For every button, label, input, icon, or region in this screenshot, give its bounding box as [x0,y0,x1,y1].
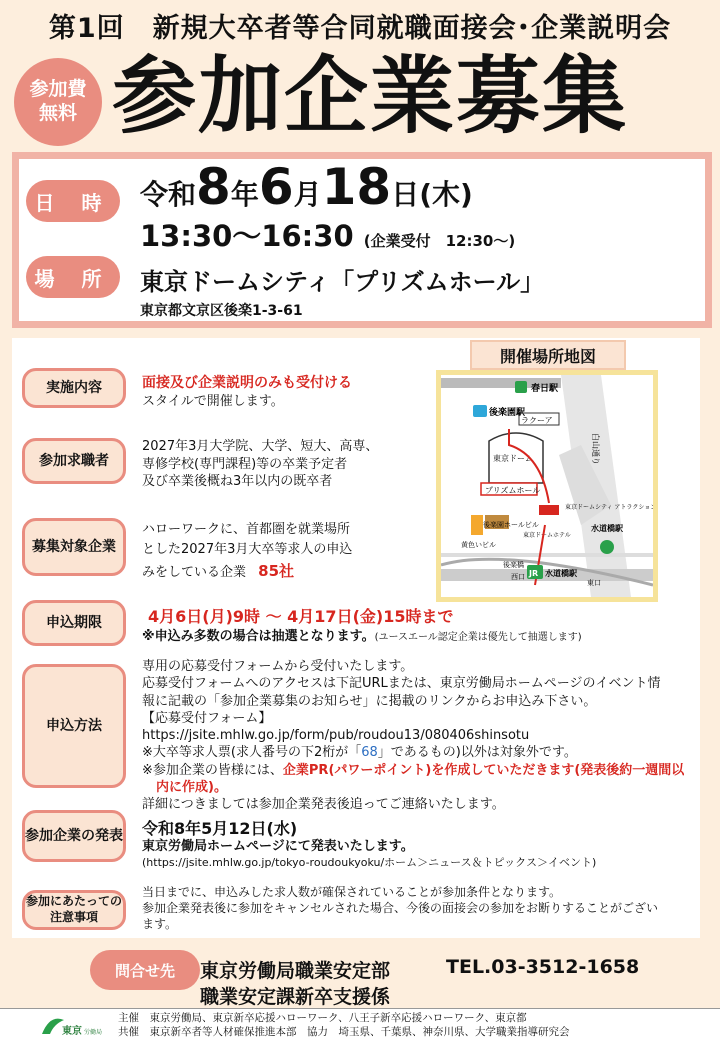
deadline-note-main: ※申込み多数の場合は抽選となります。 [142,629,375,644]
date-month: 6 [258,158,294,216]
method-note3: 詳細につきましては参加企業発表後追ってご連絡いたします。 [142,797,505,813]
method-note2: ※参加企業の皆様には、 [142,762,283,778]
content-detail: スタイルで開催します。 [142,393,284,409]
label-deadline: 申込期限 [22,600,126,646]
korakuen-station-icon [473,405,487,417]
target-line: とした2027年3月大卒等求人の申込 [142,542,353,558]
map-label-prism: プリズムホール [485,486,541,495]
target-text [142,520,352,584]
seekers-text [142,438,378,491]
label-method: 申込方法 [22,664,126,788]
logo-subtext: 労働局 [84,1029,103,1036]
method-line: 報に記載の「参加企業募集のお知らせ」に掲載のリンクからお申込み下さい。 [142,693,597,709]
contact-phone[interactable]: TEL.03-3512-1658 [446,956,640,978]
map-label-hakusan: 白山通り [591,433,600,465]
contact-section: 職業安定課新卒支援係 [200,986,391,1008]
label-seekers: 参加求職者 [22,438,126,484]
map-drawing [441,375,653,597]
announce-date: 令和8年5月12日(水) [142,819,298,838]
headline: 参加企業募集 [112,46,629,145]
deadline-note-small: (ユースエール認定企業は優先して抽選します) [374,632,582,643]
method-note2-highlight: 企業PR(パワーポイント)を作成していただきます(発表後約一週間以 [282,762,685,778]
map-label-west-exit: 西口 [511,573,525,581]
date-nen: 年 [230,178,259,211]
map-label-dome: 東京ドーム [493,454,533,463]
label-notes: 参加にあたっての注意事項 [22,890,126,930]
fee-line1: 参加費 [29,78,87,101]
place-label: 場 所 [26,256,120,298]
seekers-line: 2027年3月大学院、大学、短大、高専、 [142,439,379,454]
map-label-hall-bldg: 後楽園ホールビル [483,521,539,529]
announce-url[interactable]: (https://jsite.mhlw.go.jp/tokyo-roudoukyoku/ホーム＞ニュース＆トピックス＞イベント) [142,855,597,869]
logo-icon [40,1010,110,1038]
map-label-attractions: 東京ドームシティ アトラクションズ [565,504,653,511]
label-announce: 参加企業の発表 [22,810,126,862]
map-label-korakubashi: 後楽橋 [503,561,524,569]
map-title: 開催場所地図 [470,340,626,370]
suidobashi-mita-icon [600,540,614,554]
date-day: 18 [321,158,392,216]
application-form-url[interactable]: https://jsite.mhlw.go.jp/form/pub/roudou13/080406shinsotu [142,728,530,744]
notes-text [142,884,658,933]
map-label-hotel: 東京ドームホテル [523,532,571,539]
label-target: 募集対象企業 [22,518,126,576]
venue-name: 東京ドームシティ「プリズムホール」 [140,268,545,296]
content-text [142,374,352,410]
map-label-east-exit: 東口 [587,579,601,587]
logo-text: 東京 [62,1026,82,1037]
date-gatsu: 月 [293,178,322,211]
map-label-kasuga: 春日駅 [531,384,559,394]
date-year: 8 [196,158,231,216]
notes-line: 当日までに、申込みした求人数が確保されていることが参加条件となります。 [142,885,562,899]
method-line: 応募受付フォームへのアクセスは下記URLまたは、東京労働局ホームページのイベント情 [142,676,661,692]
method-line: 【応募受付フォーム】 [142,710,272,726]
date-weekday: 日(木) [391,178,473,211]
labor-bureau-logo [40,1010,110,1038]
label-content: 実施内容 [22,368,126,408]
content-highlight: 面接及び企業説明のみも受付ける [142,375,352,391]
footer-host: 主催 東京労働局、東京新卒応援ハローワーク、八王子新卒応援ハローワーク、東京都 [118,1012,527,1024]
map-label-laqua: ラクーア [521,416,553,425]
method-text [142,658,684,814]
map-label-korakuen: 後楽園駅 [489,408,526,418]
seekers-line: 及び卒業後概ね3年以内の既卒者 [142,474,333,490]
event-date [140,158,473,216]
event-title: 第1回 新規大卒者等合同就職面接会･企業説明会 [48,13,672,44]
contact-label: 問合せ先 [90,950,200,990]
notes-line: ます。 [142,917,178,932]
yellow-building [471,515,483,535]
reception-time: (企業受付 12:30～) [363,232,516,250]
job-number-suffix: 68 [361,745,378,761]
map-label-suidobashi-mita: 水道橋駅 [591,524,623,533]
seekers-line: 専修学校(専門課程)等の卒業予定者 [142,456,348,472]
date-label: 日 時 [26,180,120,222]
announce-text [142,838,596,870]
map-label-suidobashi-jr: 水道橋駅 [545,569,577,578]
deadline-date: 4月6日(月)9時 ～ 4月17日(金)15時まで [148,607,454,626]
footer-cohost: 共催 東京新卒者等人材確保推進本部 協力 埼玉県、千葉県、神奈川県、大学職業指導研究会 [118,1026,570,1038]
venue-map [436,370,658,602]
time-range: 13:30～16:30 [140,219,354,253]
prism-hall-marker [539,505,559,515]
venue-address: 東京都文京区後楽1-3-61 [140,303,303,319]
event-time [140,214,515,255]
method-note1: ※大卒等求人票(求人番号の下2桁が「 [142,745,362,761]
method-line: 専用の応募受付フォームから受付いたします。 [142,659,414,674]
target-count: 85社 [258,562,295,581]
free-fee-badge [14,58,102,146]
target-line: ハローワークに、首都圏を就業場所 [142,522,351,537]
method-note2-highlight-end: 内に作成)。 [156,779,227,795]
announce-detail: 東京労働局ホームページにて発表いたします。 [142,839,414,854]
map-label-jr: JR [529,569,539,578]
target-line: みをしている企業 [142,565,247,581]
kasuga-station-icon [515,381,527,393]
notes-line: 参加企業発表後に参加をキャンセルされた場合、今後の面接会の参加をお断りすることがござい [142,901,659,916]
method-note1-end: 」であるもの)以外は対象外です。 [377,745,577,761]
contact-dept: 東京労働局職業安定部 [200,960,391,982]
deadline-note [142,628,582,646]
date-reiwa: 令和 [140,178,197,211]
fee-line2: 無料 [38,102,77,124]
map-label-yellow: 黄色いビル [461,541,496,549]
